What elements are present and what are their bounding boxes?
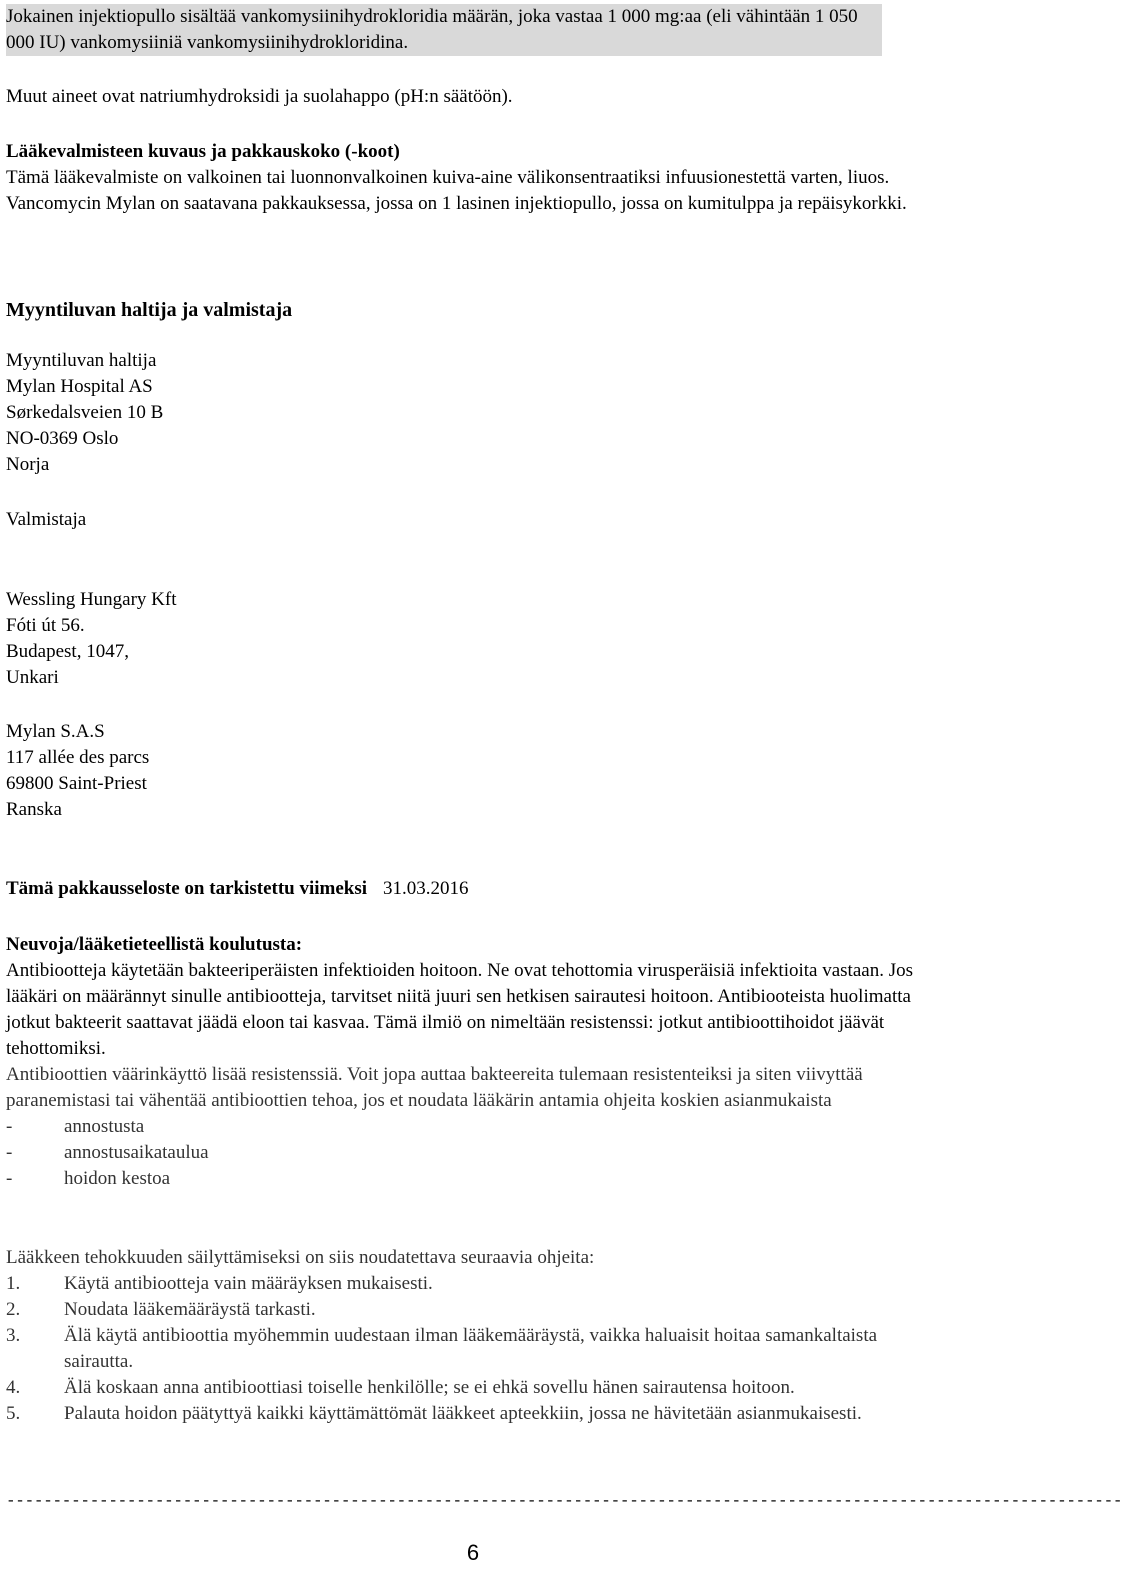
instructions-list <box>6 1271 946 1427</box>
manufacturer-site-1 <box>6 587 946 691</box>
dosage-list <box>6 1114 946 1192</box>
address-line: Norja <box>6 454 50 475</box>
active-substance-paragraph <box>6 4 882 56</box>
address-line: Wessling Hungary Kft <box>6 589 177 610</box>
list-item: - hoidon kestoa <box>6 1168 171 1189</box>
description-heading: Lääkevalmisteen kuvaus ja pakkauskoko (-koot) <box>6 141 400 162</box>
description-text: Tämä lääkevalmiste on valkoinen tai luonnonvalkoinen kuiva-aine välikonsentraatiksi infuusionestettä varten, liuos. <box>6 167 890 188</box>
package-text: Vancomycin Mylan on saatavana pakkauksessa, jossa on 1 lasinen injektiopullo, jossa on kumitulppa ja repäisykorkki. <box>6 193 907 214</box>
address-line: Budapest, 1047, <box>6 641 129 662</box>
list-item: - annostusaikataulua <box>6 1142 209 1163</box>
separator-line: ------------------------------------------------------------------------------------------------------------------------ <box>6 1492 1122 1510</box>
address-line: Mylan Hospital AS <box>6 376 153 397</box>
list-item: 3. Älä käytä antibioottia myöhemmin uudestaan ilman lääkemääräystä, vaikka haluaisit hoitaa samankaltaista sairautta. <box>6 1325 878 1372</box>
address-line: Fóti út 56. <box>6 615 85 636</box>
address-line: 69800 Saint-Priest <box>6 773 147 794</box>
manufacturer-subheading-block <box>6 507 946 533</box>
holder-heading-block <box>6 297 946 323</box>
advice-paragraph-1: Antibiootteja käytetään bakteeriperäisten infektioiden hoitoon. Ne ovat tehottomia virusperäisiä infektioita vastaan. Jos lääkäri on määrännyt sinulle antibiootteja, tarvitset niitä juuri sen hetkisen sairautesi hoitoon. Antibiooteista huolimatta jotkut bakteerit saattavat jäädä eloon tai kasvaa. Tämä ilmiö on nimeltään resistenssi: jotkut antibioottihoidot jäävät tehottomiksi. <box>6 960 913 1059</box>
page-number: 6 <box>466 1540 480 1565</box>
address-line: Ranska <box>6 799 62 820</box>
active-substance-text: Jokainen injektiopullo sisältää vankomysiinihydrokloridia määrän, joka vastaa 1 000 mg:aa (eli vähintään 1 050 000 IU) vankomysiiniä vankomysiinihydrokloridina. <box>6 6 858 53</box>
list-item: 4. Älä koskaan anna antibioottiasi toiselle henkilölle; se ei ehkä sovellu hänen sairautensa hoitoon. <box>6 1377 795 1398</box>
manufacturer-site-2 <box>6 719 946 823</box>
instructions-section <box>6 1245 946 1427</box>
list-item: 5. Palauta hoidon päätyttyä kaikki käyttämättömät lääkkeet apteekkiin, jossa ne hävitetään asianmukaisesti. <box>6 1403 862 1424</box>
advice-paragraph-2: Antibioottien väärinkäyttö lisää resistenssiä. Voit jopa auttaa bakteereita tulemaan resistenteiksi ja siten viivyttää paranemistasi tai vähentää antibioottien tehoa, jos et noudata lääkärin antamia ohjeita koskien asianmukaista <box>6 1064 863 1111</box>
address-line: 117 allée des parcs <box>6 747 150 768</box>
address-line: Mylan S.A.S <box>6 721 105 742</box>
advice-section <box>6 932 946 1192</box>
revision-label: Tämä pakkausseloste on tarkistettu viimeksi <box>6 878 368 899</box>
instructions-intro: Lääkkeen tehokkuuden säilyttämiseksi on siis noudatettava seuraavia ohjeita: <box>6 1247 595 1268</box>
address-line: Sørkedalsveien 10 B <box>6 402 164 423</box>
holder-manufacturer-heading: Myyntiluvan haltija ja valmistaja <box>6 299 293 321</box>
list-item: 2. Noudata lääkemääräystä tarkasti. <box>6 1299 316 1320</box>
advice-heading: Neuvoja/lääketieteellistä koulutusta: <box>6 934 303 955</box>
list-item: - annostusta <box>6 1116 145 1137</box>
revision-line <box>6 876 946 902</box>
other-ingredients-paragraph <box>6 84 946 110</box>
description-section <box>6 139 946 217</box>
revision-date: 31.03.2016 <box>383 878 469 899</box>
address-line: NO-0369 Oslo <box>6 428 119 449</box>
address-line: Unkari <box>6 667 59 688</box>
holder-subheading: Myyntiluvan haltija <box>6 350 157 371</box>
other-ingredients-text: Muut aineet ovat natriumhydroksidi ja suolahappo (pH:n säätöön). <box>6 86 513 107</box>
manufacturer-subheading: Valmistaja <box>6 509 87 530</box>
holder-address <box>6 348 946 478</box>
list-item: 1. Käytä antibiootteja vain määräyksen mukaisesti. <box>6 1273 433 1294</box>
